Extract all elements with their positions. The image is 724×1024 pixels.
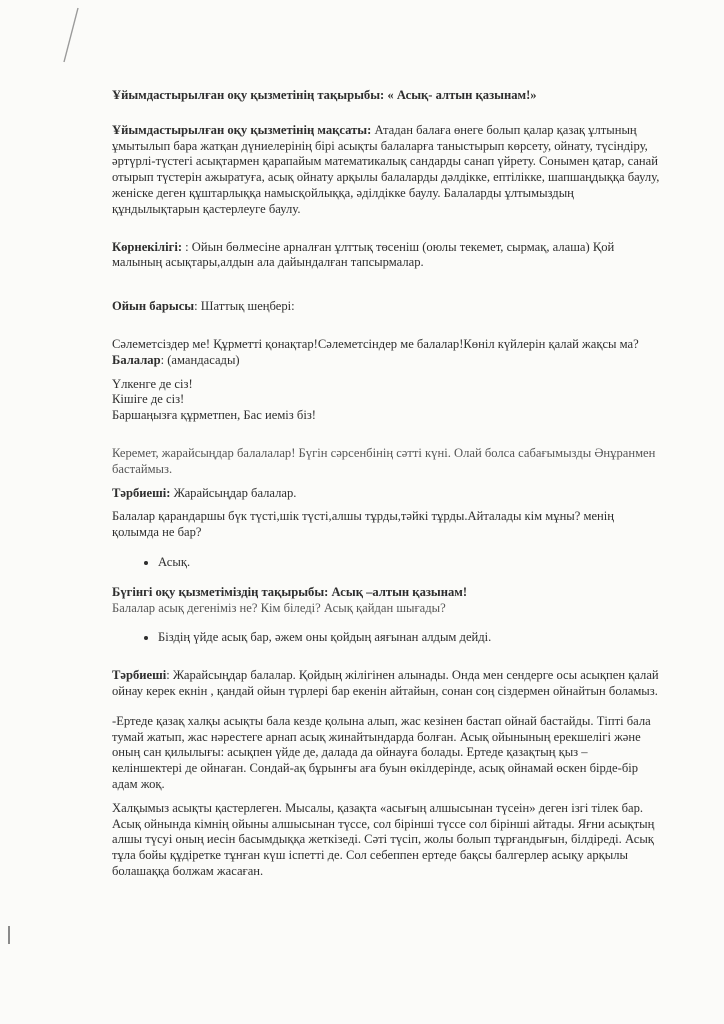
visual-aids-text: : Ойын бөлмесіне арналған ұлттық төсеніш (оюлы текемет, сырмақ, алаша) Қой малының асықтары,алдын ала дайындалған тапсырмалар. bbox=[112, 239, 615, 270]
poem-line-1: Үлкенге де сіз! bbox=[112, 376, 193, 391]
teacher-text-2: : Жарайсыңдар балалар. Қойдың жілігінен алынады. Онда мен сендерге осы асықпен қалай ойнау керек екнін , қандай ойын түрлері бар екенін айтайын, сонан соң сіздермен ойнайтын боламыз. bbox=[112, 668, 659, 698]
lesson-title-label: Ұйымдастырылған оқу қызметінің тақырыбы: bbox=[112, 88, 385, 102]
game-progress-text: : Шаттық шеңбері: bbox=[194, 299, 295, 314]
poem-line-3: Баршаңызға құрметпен, Бас иеміз біз! bbox=[112, 408, 316, 423]
document-content bbox=[112, 88, 660, 880]
lesson-goal bbox=[112, 123, 660, 218]
children-reply-text: : (амандасады) bbox=[160, 352, 240, 367]
poem-line-2: Кішіге де сіз! bbox=[112, 392, 185, 407]
children-reply-label: Балалар bbox=[112, 352, 161, 367]
praise-text: Керемет, жарайсыңдар балалалар! Бүгін сәрсенбінің сәтті күні. Олай болса сабағымызды Әнұранмен бастаймыз. bbox=[112, 445, 656, 476]
visual-aids-label: Көрнекілігі: bbox=[112, 239, 183, 254]
answer-list-1 bbox=[112, 555, 660, 571]
game-progress-label: Ойын барысы bbox=[112, 299, 195, 314]
today-topic-label: Бүгінгі оқу қызметіміздің тақырыбы: Асық –алтын қазынам! bbox=[112, 584, 468, 599]
question-text: Балалар асық дегеніміз не? Кім біледі? Асық қайдан шығады? bbox=[112, 600, 446, 615]
teacher-label-2: Тәрбиеші bbox=[112, 668, 167, 683]
lesson-title-text: « Асық- алтын қазынам!» bbox=[384, 88, 537, 102]
greeting-text: Сәлеметсіздер ме! Құрметті қонақтар!Сәлеметсіндер ме балалар!Көніл күйлерін қалай жақсы ма? bbox=[112, 336, 639, 351]
riddle-text: Балалар қарандаршы бүк түсті,шік түсті,алшы тұрды,тәйкі тұрды.Айталады кім мұны? менің қолымда не бар? bbox=[112, 509, 615, 540]
lesson-title bbox=[112, 88, 660, 104]
scan-edge-mark bbox=[8, 926, 10, 944]
answer-item: • Біздің үйде асық бар, әжем оны қойдың аяғынан алдым дейді. bbox=[158, 630, 660, 646]
lesson-goal-text: Атадан балаға өнеге болып қалар қазақ ұлтының ұмытылып бара жатқан дүниелерінің бірі асықты балаларға таныстырып көрсету, ойнату, түсіндіру, әртүрлі-түстегі асықтармен қарапайым математикалық сандарды санап үйрету. Сонымен қатар, санай отырып түстерін ажыратуға, асық ойнату арқылы балаларды дәлдікке, ептілікке, шапшаңдыққа баулу, женіске деген құштарлыққа намысқойлыққа, әділдікке баулу. Балаларды ұлтымыздың құндылықтарын қастерлеуге баулу. bbox=[112, 122, 660, 216]
history-paragraph: -Ертеде қазақ халқы асықты бала кезде қолына алып, жас кезінен бастап ойнай бастайды. Тіпті бала тумай жатып, жас нәрестеге арнап асық жинайтындарда болған. Асық ойынының ерекшелігі және оның сан қилылығы: асықпен үйде де, далада да ойнауға болады. Ертеде қазақтың қыз – келіншектері де ойнаған. Сондай-ақ бұрынғы аға буын өкілдерінде, асық ойнамай өскен бірде-бір адам жоқ. bbox=[112, 713, 651, 791]
answer-list-2 bbox=[112, 630, 660, 646]
lesson-goal-label: Ұйымдастырылған оқу қызметінің мақсаты: bbox=[112, 122, 372, 137]
respect-paragraph: Халқымыз асықты қастерлеген. Мысалы, қазақта «асығың алшысынан түсеін» деген ізгі тілек бар. Асық ойнында кімнің ойыны алшысынан түссе, сол бірінші түссе сол бірінші айтады. Яғни асықтың алшы түсуі оның иесін басымдыққа жеткізеді. Сәті түсіп, жолы болып тұрғандығын, білдіреді. Асық тұла бойы құдіретке тұнған күш іспетті де. Сол себеппен ертеде бақсы балгерлер асықу арқылы болашаққа болжам жасаған. bbox=[112, 800, 655, 878]
today-topic bbox=[112, 585, 660, 601]
visual-aids bbox=[112, 240, 660, 272]
game-progress bbox=[112, 299, 660, 315]
teacher-line-1 bbox=[112, 486, 660, 502]
children-reply bbox=[112, 353, 660, 369]
teacher-text-1: Жарайсыңдар балалар. bbox=[170, 485, 297, 500]
teacher-line-2 bbox=[112, 668, 660, 700]
answer-item: • Асық. bbox=[158, 555, 660, 571]
teacher-label-1: Тәрбиеші: bbox=[112, 485, 171, 500]
